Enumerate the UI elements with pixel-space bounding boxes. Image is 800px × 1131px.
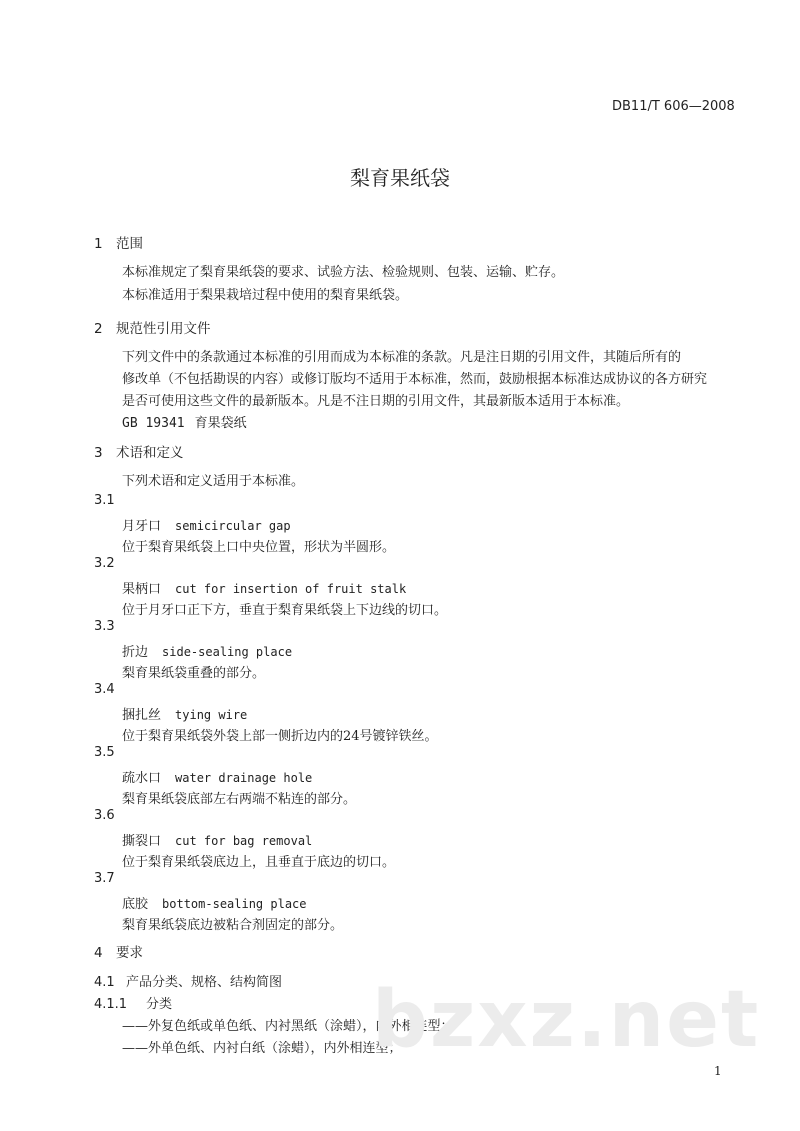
standard-code: DB11/T 606—2008 — [612, 99, 735, 114]
term-cn: 撕裂口 — [122, 834, 162, 849]
section-number: 1 — [94, 236, 103, 252]
term-number: 3.3 — [94, 619, 115, 634]
term-entry — [122, 767, 312, 786]
term-number: 3.4 — [94, 682, 115, 697]
section-number: 3 — [94, 445, 103, 461]
term-number: 3.1 — [94, 493, 115, 508]
reference-title: 育果袋纸 — [194, 416, 247, 431]
subsection-title: 分类 — [146, 997, 173, 1012]
paragraph-line: 修改单（不包括勘误的内容）或修订版均不适用于本标准，然而，鼓励根据本标准达成协议的各方研究 — [122, 372, 708, 387]
paragraph: 本标准规定了梨育果纸袋的要求、试验方法、检验规则、包装、运输、贮存。 — [122, 265, 565, 280]
paragraph-line: 是否可使用这些文件的最新版本。凡是不注日期的引用文件，其最新版本适用于本标准。 — [122, 394, 630, 409]
term-entry — [122, 830, 312, 849]
subsection-heading — [94, 971, 282, 990]
term-entry — [122, 641, 292, 660]
term-entry — [122, 515, 291, 534]
term-cn: 果柄口 — [122, 582, 162, 597]
term-definition: 位于梨育果纸袋外袋上部一侧折边内的24号镀锌铁丝。 — [122, 729, 438, 744]
subsection-title: 产品分类、规格、结构简图 — [126, 975, 283, 990]
term-number: 3.7 — [94, 871, 115, 886]
term-definition: 位于梨育果纸袋底边上，且垂直于底边的切口。 — [122, 855, 396, 870]
term-en: cut for bag removal — [175, 834, 313, 848]
section-number: 2 — [94, 321, 103, 337]
term-cn: 底胶 — [122, 897, 149, 912]
subsection-number: 4.1 — [94, 975, 115, 990]
section-title: 规范性引用文件 — [116, 321, 211, 337]
term-definition: 梨育果纸袋重叠的部分。 — [122, 666, 266, 681]
term-entry — [122, 578, 406, 597]
watermark: bzxz.net — [372, 975, 761, 1065]
term-entry — [122, 893, 307, 912]
term-en: side-sealing place — [162, 645, 293, 659]
list-item: ——外复色纸或单色纸、内衬黑纸（涂蜡），内外相连型； — [122, 1019, 454, 1034]
term-definition: 位于月牙口正下方，垂直于梨育果纸袋上下边线的切口。 — [122, 603, 448, 618]
term-en: cut for insertion of fruit stalk — [175, 582, 407, 596]
section-number: 4 — [94, 945, 103, 961]
section-title: 要求 — [116, 945, 143, 961]
term-en: tying wire — [175, 708, 248, 722]
term-definition: 位于梨育果纸袋上口中央位置，形状为半圆形。 — [122, 540, 396, 555]
term-cn: 月牙口 — [122, 519, 162, 534]
term-cn: 捆扎丝 — [122, 708, 162, 723]
term-cn: 折边 — [122, 645, 149, 660]
term-en: bottom-sealing place — [162, 897, 307, 911]
section-3-heading — [94, 441, 184, 461]
section-2-heading — [94, 317, 211, 337]
term-definition: 梨育果纸袋底边被粘合剂固定的部分。 — [122, 918, 344, 933]
term-entry — [122, 704, 247, 723]
normative-reference — [122, 412, 247, 431]
reference-code: GB 19341 — [122, 416, 185, 431]
section-title: 范围 — [116, 236, 143, 252]
document-title: 梨育果纸袋 — [350, 166, 450, 190]
page-number: 1 — [714, 1064, 722, 1078]
term-definition: 梨育果纸袋底部左右两端不粘连的部分。 — [122, 792, 357, 807]
paragraph-line: 下列文件中的条款通过本标准的引用而成为本标准的条款。凡是注日期的引用文件，其随后所有的 — [122, 350, 682, 365]
subsection-number: 4.1.1 — [94, 997, 128, 1012]
list-item: ——外单色纸、内衬白纸（涂蜡），内外相连型； — [122, 1041, 402, 1056]
subsubsection-heading — [94, 993, 172, 1012]
paragraph: 本标准适用于梨果栽培过程中使用的梨育果纸袋。 — [122, 288, 409, 303]
term-number: 3.2 — [94, 556, 115, 571]
section-1-heading — [94, 232, 143, 252]
section-title: 术语和定义 — [116, 445, 184, 461]
paragraph: 下列术语和定义适用于本标准。 — [122, 474, 305, 489]
term-en: water drainage hole — [175, 771, 313, 785]
section-4-heading — [94, 941, 143, 961]
term-number: 3.5 — [94, 745, 115, 760]
term-cn: 疏水口 — [122, 771, 162, 786]
term-number: 3.6 — [94, 808, 115, 823]
term-en: semicircular gap — [175, 519, 291, 533]
